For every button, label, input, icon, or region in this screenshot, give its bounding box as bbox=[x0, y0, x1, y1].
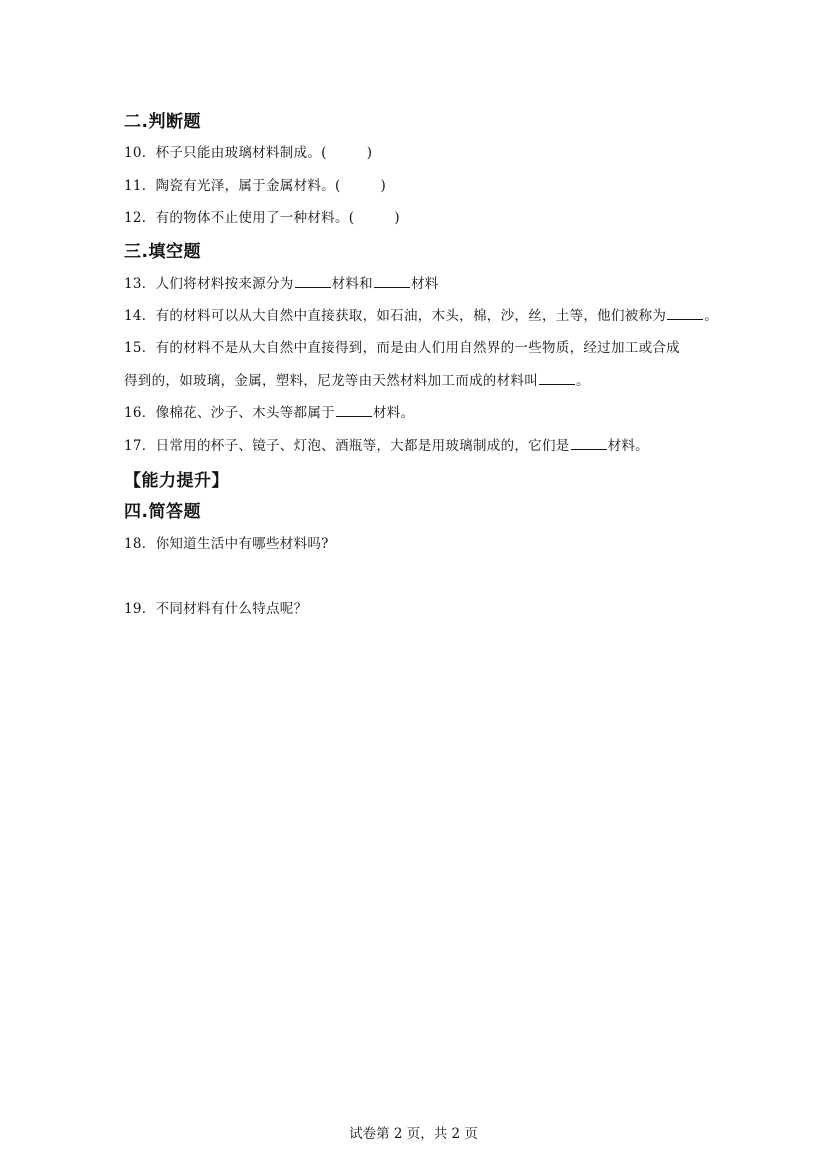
question-12 bbox=[124, 206, 400, 226]
question-10 bbox=[124, 141, 372, 161]
question-14 bbox=[124, 304, 718, 324]
section-heading-ability: 【能力提升】 bbox=[124, 471, 229, 491]
question-17-part2: 材料。 bbox=[607, 438, 649, 454]
section-heading-fill: 三.填空题 bbox=[124, 242, 201, 262]
question-10-text: 10．杯子只能由玻璃材料制成。( bbox=[124, 145, 327, 161]
question-19: 19．不同材料有什么特点呢？ bbox=[124, 601, 308, 617]
fill-blank-13a[interactable] bbox=[295, 275, 331, 288]
question-11-text: 11．陶瓷有光泽，属于金属材料。( bbox=[124, 178, 341, 194]
fill-blank-14[interactable] bbox=[667, 307, 703, 320]
question-17 bbox=[124, 434, 649, 454]
question-13-part2: 材料和 bbox=[331, 276, 373, 292]
question-15-line2-end: 。 bbox=[576, 373, 590, 389]
question-12-close: ) bbox=[394, 210, 400, 226]
question-13-part1: 13．人们将材料按来源分为 bbox=[124, 276, 294, 292]
question-10-close: ) bbox=[366, 145, 373, 161]
fill-blank-13b[interactable] bbox=[374, 275, 410, 288]
fill-blank-16[interactable] bbox=[336, 404, 372, 417]
section-heading-judge: 二.判断题 bbox=[124, 112, 201, 132]
question-16-part1: 16．像棉花、沙子、木头等都属于 bbox=[124, 405, 335, 421]
question-18: 18．你知道生活中有哪些材料吗? bbox=[124, 536, 329, 552]
question-11 bbox=[124, 174, 386, 194]
question-15-line2-text: 得到的，如玻璃，金属，塑料，尼龙等由天然材料加工而成的材料叫 bbox=[124, 373, 538, 389]
question-11-close: ) bbox=[380, 178, 387, 194]
page-footer: 试卷第 2 页，共 2 页 bbox=[349, 1126, 478, 1142]
fill-blank-15[interactable] bbox=[539, 372, 575, 385]
question-16-part2: 材料。 bbox=[372, 405, 415, 421]
question-17-part1: 17．日常用的杯子、镜子、灯泡、酒瓶等，大都是用玻璃制成的，它们是 bbox=[124, 438, 570, 454]
question-16 bbox=[124, 401, 414, 421]
question-13 bbox=[124, 272, 439, 292]
question-13-part3: 材料 bbox=[410, 276, 439, 292]
question-14-part1: 14．有的材料可以从大自然中直接获取，如石油，木头，棉，沙，丝，土等，他们被称为 bbox=[124, 308, 667, 324]
question-12-text: 12．有的物体不止使用了一种材料。( bbox=[124, 210, 355, 226]
question-14-part2: 。 bbox=[704, 308, 718, 324]
question-15-line2 bbox=[124, 369, 590, 389]
fill-blank-17[interactable] bbox=[571, 437, 607, 450]
section-heading-short: 四.简答题 bbox=[124, 502, 201, 522]
question-15-line1: 15．有的材料不是从大自然中直接得到，而是由人们用自然界的一些物质，经过加工或合成 bbox=[124, 340, 680, 356]
